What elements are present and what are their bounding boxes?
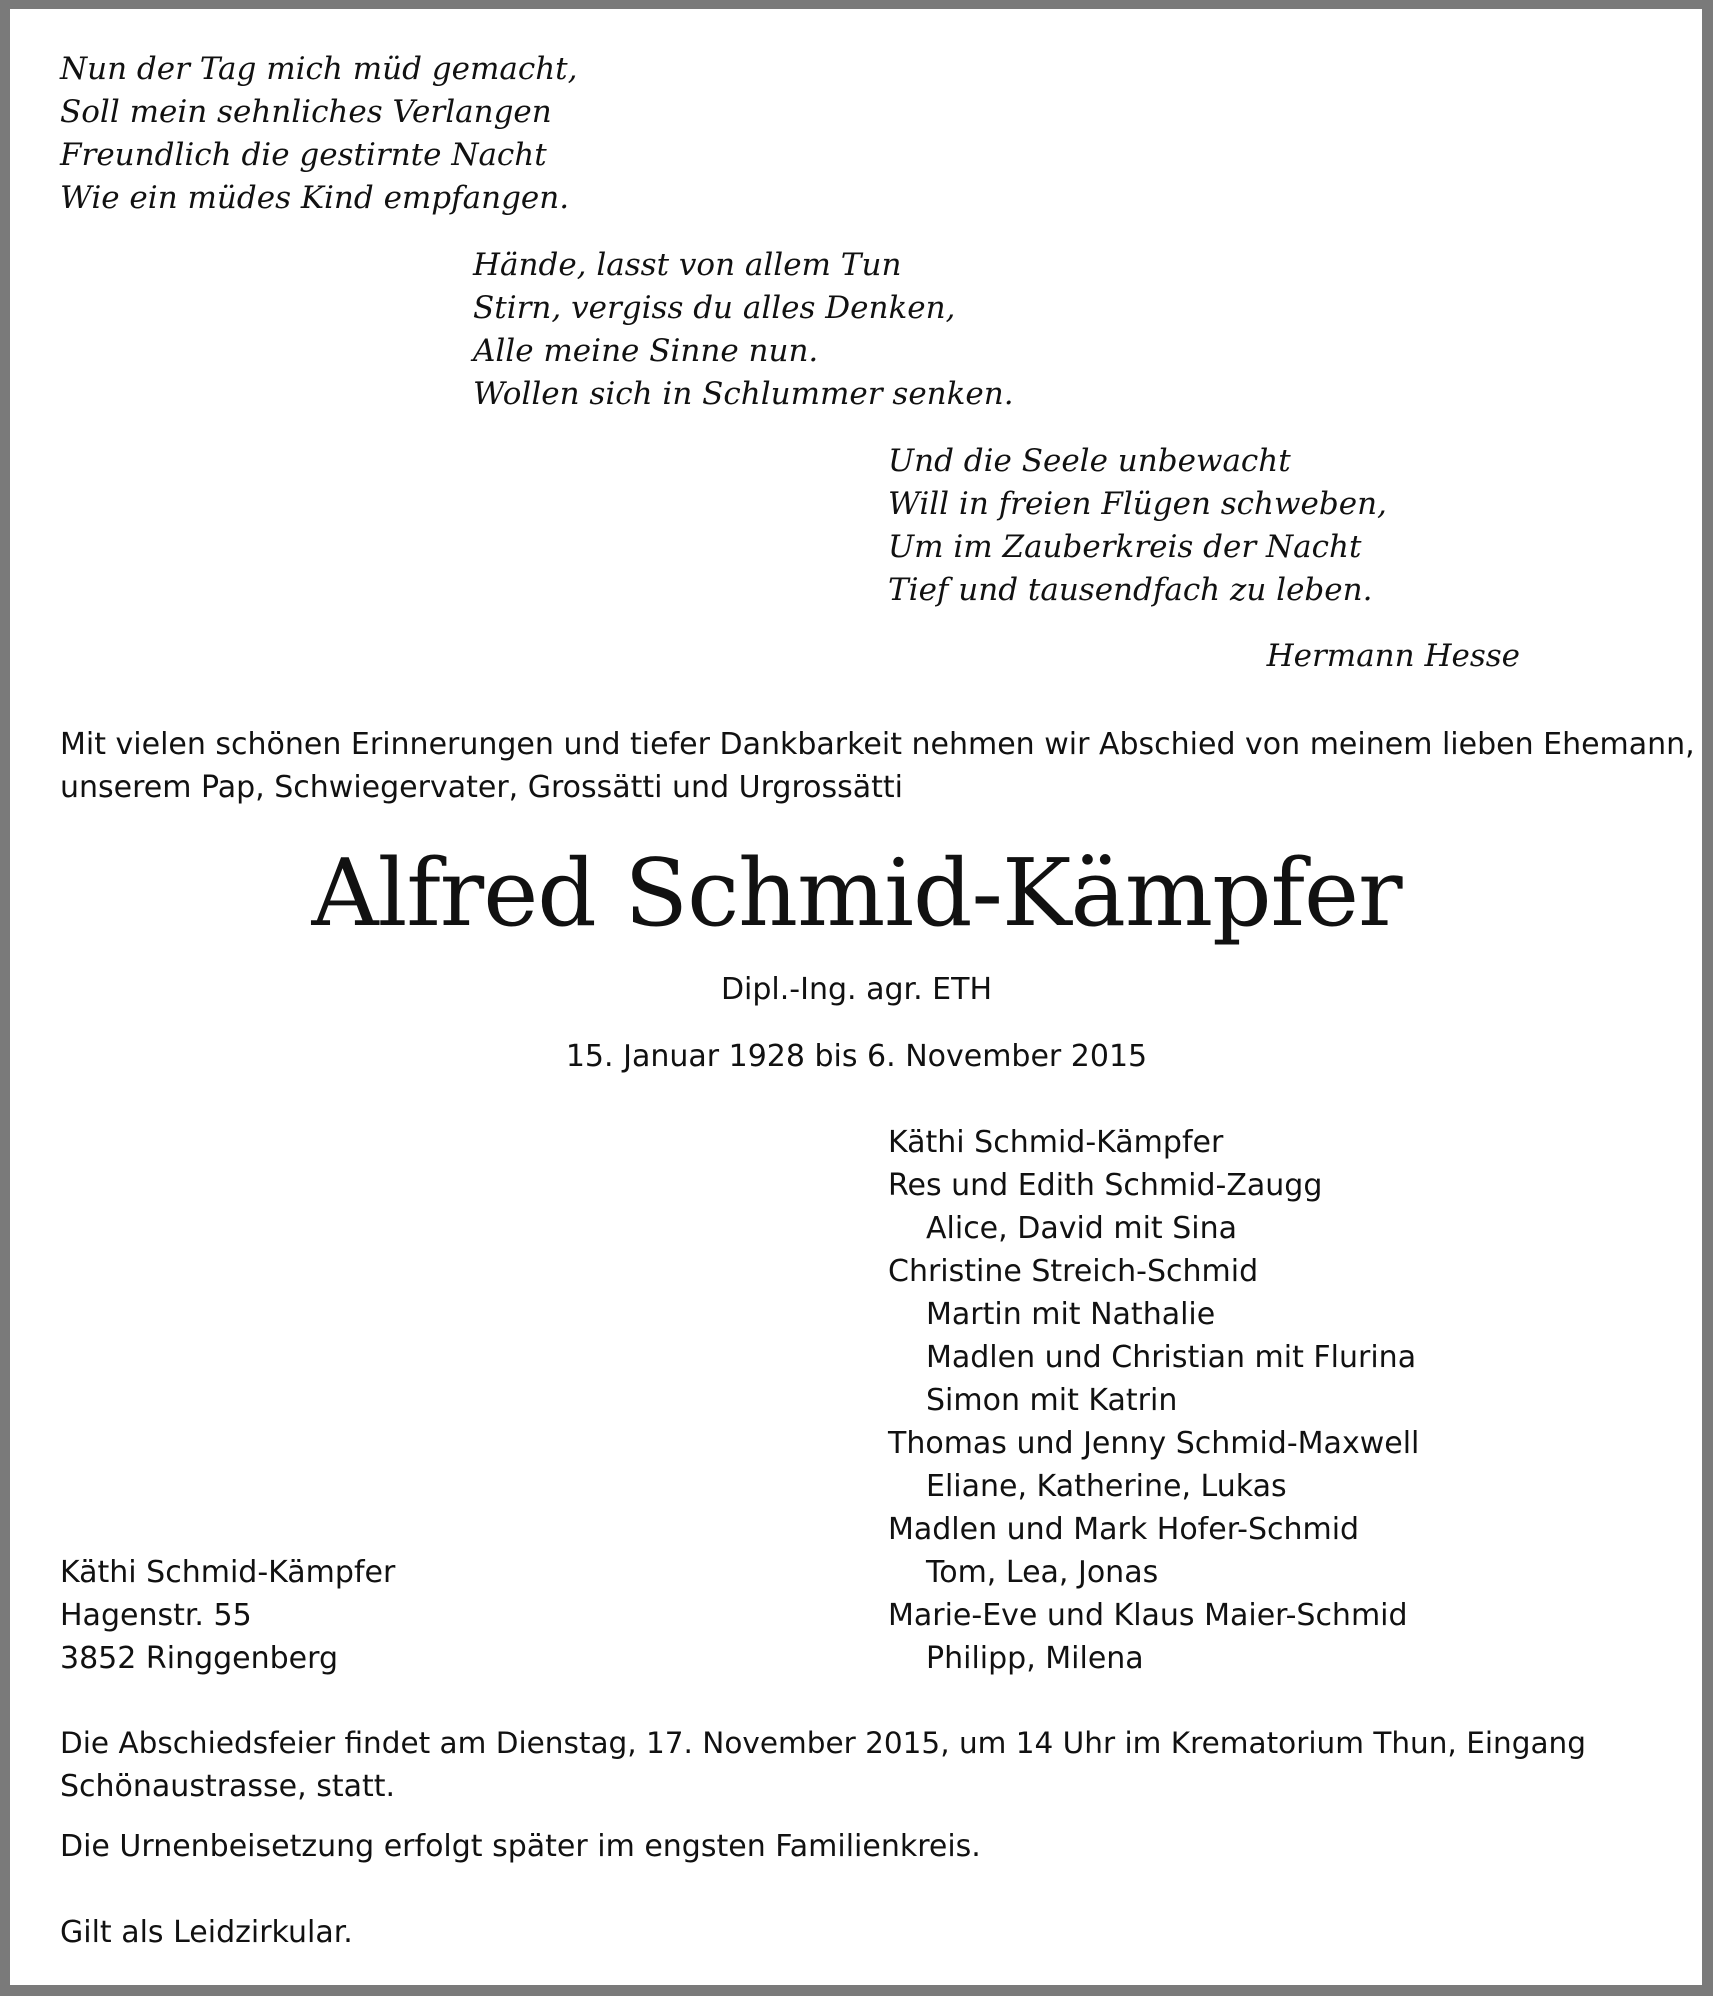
- intro-line: Mit vielen schönen Erinnerungen und tiefer Dankbarkeit nehmen wir Abschied von meinem lieben Ehemann,: [60, 727, 1695, 762]
- mourner-entry: Simon mit Katrin: [926, 1383, 1178, 1418]
- life-dates: 15. Januar 1928 bis 6. November 2015: [565, 1039, 1148, 1074]
- poem-line: Hände, lasst von allem Tun: [473, 247, 902, 283]
- poem-line: Wie ein müdes Kind empfangen.: [60, 180, 570, 216]
- mourner-entry: Marie-Eve und Klaus Maier-Schmid: [888, 1598, 1408, 1633]
- mourner-entry: Thomas und Jenny Schmid-Maxwell: [888, 1426, 1420, 1461]
- mourner-entry: Christine Streich-Schmid: [888, 1254, 1259, 1289]
- mourner-entry: Tom, Lea, Jonas: [926, 1555, 1159, 1590]
- poem-line: Alle meine Sinne nun.: [473, 333, 819, 369]
- mourner-entry: Eliane, Katherine, Lukas: [926, 1469, 1287, 1504]
- poem-author: Hermann Hesse: [1266, 638, 1520, 674]
- poem-line: Will in freien Flügen schweben,: [888, 486, 1387, 522]
- mourner-entry: Martin mit Nathalie: [926, 1297, 1216, 1332]
- intro-text: [60, 723, 1695, 809]
- poem-line: Wollen sich in Schlummer senken.: [473, 376, 1014, 412]
- address-block: [60, 1551, 395, 1680]
- poem-stanza-1: [60, 48, 577, 220]
- poem-line: Nun der Tag mich müd gemacht,: [60, 51, 578, 87]
- intro-line: unserem Pap, Schwiegervater, Grossätti und Urgrossätti: [60, 770, 903, 805]
- address-street: Hagenstr. 55: [60, 1598, 252, 1633]
- poem-line: Um im Zauberkreis der Nacht: [888, 529, 1362, 565]
- urn-info: Die Urnenbeisetzung erfolgt später im engsten Familienkreis.: [60, 1829, 981, 1864]
- mourner-entry: Res und Edith Schmid-Zaugg: [888, 1168, 1323, 1203]
- poem-line: Und die Seele unbewacht: [888, 443, 1291, 479]
- mourner-entry: Alice, David mit Sina: [926, 1211, 1238, 1246]
- poem-line: Stirn, vergiss du alles Denken,: [473, 290, 956, 326]
- address-name: Käthi Schmid-Kämpfer: [60, 1555, 396, 1590]
- service-line: Die Abschiedsfeier findet am Dienstag, 17. November 2015, um 14 Uhr im Krematorium Thun, Eingang: [60, 1726, 1586, 1760]
- address-city: 3852 Ringgenberg: [60, 1641, 338, 1676]
- poem-stanza-3: [888, 440, 1387, 612]
- poem-line: Soll mein sehnliches Verlangen: [60, 94, 552, 130]
- mourner-entry: Madlen und Mark Hofer-Schmid: [888, 1512, 1360, 1547]
- service-line: Schönaustrasse, statt.: [60, 1769, 396, 1804]
- mourners-list: [888, 1121, 1419, 1680]
- deceased-title: Dipl.-Ing. agr. ETH: [720, 972, 993, 1007]
- circular-note: Gilt als Leidzirkular.: [60, 1915, 353, 1950]
- poem-line: Freundlich die gestirnte Nacht: [60, 137, 547, 173]
- mourner-entry: Philipp, Milena: [926, 1641, 1144, 1676]
- mourner-entry: Käthi Schmid-Kämpfer: [888, 1125, 1224, 1160]
- poem-line: Tief und tausendfach zu leben.: [888, 572, 1373, 608]
- mourner-entry: Madlen und Christian mit Flurina: [926, 1340, 1417, 1375]
- poem-stanza-2: [473, 244, 1014, 416]
- service-info: [60, 1722, 1654, 1808]
- deceased-name: Alfred Schmid-Kämpfer: [311, 839, 1402, 947]
